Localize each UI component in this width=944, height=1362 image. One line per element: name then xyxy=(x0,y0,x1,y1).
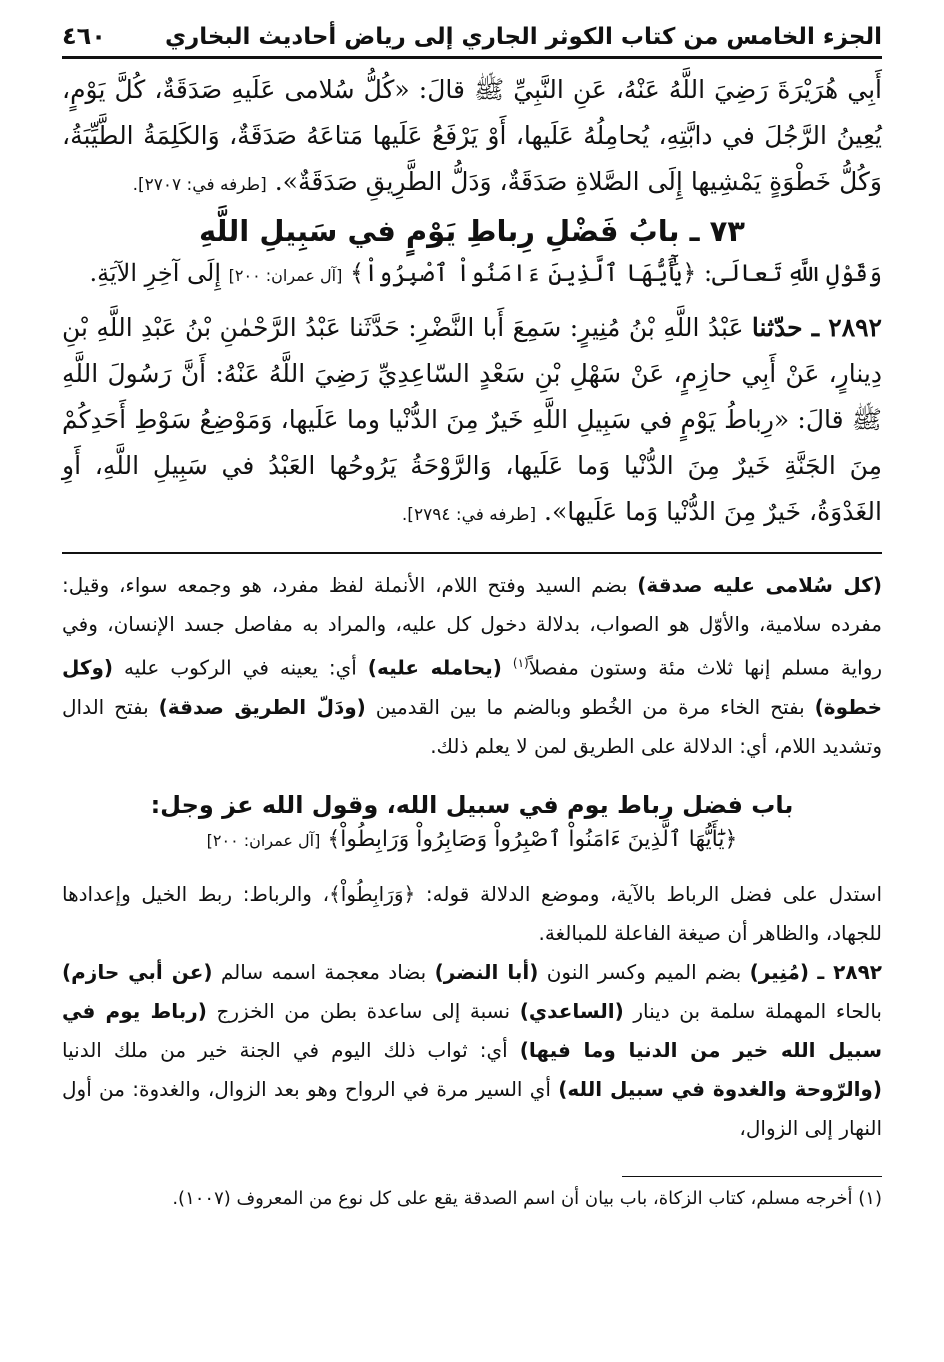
footnote-divider xyxy=(622,1176,882,1177)
hadith-number: ٢٨٩٢ ـ xyxy=(817,959,882,984)
footnote-number: (١) xyxy=(858,1187,882,1209)
hadith-number: ٢٨٩٢ ـ حدّثنا xyxy=(751,313,882,342)
footnote-text: أخرجه مسلم، كتاب الزكاة، باب بيان أن اسم الصدقة يقع على كل نوع من المعروف (١٠٠٧). xyxy=(172,1187,853,1209)
page-header xyxy=(62,22,882,59)
commentary-text: بضاد معجمة اسمه سالم xyxy=(220,959,427,984)
commentary-term: (ودَلّ الطريق صدقة) xyxy=(158,694,366,719)
commentary-term: (أبا النضر) xyxy=(434,959,539,984)
page-number: ٤٦٠ xyxy=(62,22,106,50)
commentary-text: بفتح الخاء مرة من الخُطو وبالضم ما بين القدمين xyxy=(375,694,805,719)
hadith-previous xyxy=(62,67,882,208)
commentary-text: بفتح الدال وتشديد اللام، أي: الدلالة على الطريق لمن لا يعلم ذلك. xyxy=(62,694,882,758)
verse-intro: وَقَوْلِ اللَّهِ تَعالَى: ﴿يَٰٓأَيُّهَا ٱلَّذِينَ ءَامَنُواْ ٱصْبِرُواْ﴾ xyxy=(350,259,882,287)
footnote xyxy=(62,1185,882,1213)
commentary-text: نسبة إلى ساعدة بطن من الخزرج xyxy=(216,998,511,1023)
verse-text: ﴿يَٰٓأَيُّهَا ٱلَّذِينَ ءَامَنُواْ ٱصْبِرُواْ وَصَابِرُواْ وَرَابِطُواْ﴾ xyxy=(327,826,738,852)
commentary-term: (والرّوحة والغدوة في سبيل الله) xyxy=(558,1076,883,1101)
commentary-term: (وكل خطوة) xyxy=(62,655,883,719)
footnote-ref: (١) xyxy=(512,656,529,670)
hadith-main-tarf: [طرفه في: ٢٧٩٤]. xyxy=(401,505,537,525)
chapter-heading: ٧٣ ـ بابُ فَضْلِ رِباطِ يَوْمٍ في سَبِيلِ اللَّهِ xyxy=(198,214,746,248)
commentary-chapter-verse xyxy=(62,822,882,859)
chapter-verse xyxy=(62,252,882,297)
commentary-paragraph xyxy=(62,953,882,1148)
commentary-term: (مُنِير) xyxy=(749,959,810,984)
verse-reference: [آل عمران: ٢٠٠] xyxy=(206,830,321,850)
commentary-text: بضم الميم وكسر النون xyxy=(546,959,742,984)
commentary-paragraph xyxy=(62,566,882,766)
commentary-term: (رباط يوم في سبيل الله خير من الدنيا وما فيها) xyxy=(62,998,882,1062)
commentary xyxy=(62,566,882,1148)
commentary-term: (الساعدي) xyxy=(519,998,624,1023)
verse-tail: إِلَى آخِرِ الآيَةِ. xyxy=(89,259,221,287)
commentary-paragraph: استدل على فضل الرباط بالآية، وموضع الدلالة قوله: ﴿وَرَابِطُواْ﴾، والرباط: ربط الخيل وإعدادها للجهاد، والظاهر أن صيغة الفاعلة للمبالغة. xyxy=(62,881,882,945)
hadith-previous-tarf: [طرفه في: ٢٧٠٧]. xyxy=(132,175,267,195)
commentary-chapter-title: باب فضل رباط يوم في سبيل الله، وقول الله عز وجل: xyxy=(150,790,794,819)
hadith-main-text: عَبْدُ اللَّهِ بْنُ مُنِيرٍ: سَمِعَ أَبا النَّضْرِ: حَدَّثَنا عَبْدُ الرَّحْمٰنِ بْنُ عَبْدِ اللَّهِ بْنِ دِينارٍ، عَنْ أَبِي حازِمٍ، عَنْ سَهْلِ بْنِ سَعْدٍ السّاعِدِيِّ رَضِيَ اللَّهُ عَنْهُ: أَنَّ رَسُولَ اللَّهِ ﷺ قالَ: «رِباطُ يَوْمٍ في سَبِيلِ اللَّهِ خَيرٌ مِنَ الدُّنْيا وما عَلَيها، وَمَوْضِعُ سَوْطِ أَحَدِكُمْ مِنَ الجَنَّةِ خَيرٌ مِنَ الدُّنْيا وَما عَلَيها، وَالرَّوْحَةُ يَرُوحُها العَبْدُ في سَبِيلِ اللَّهِ، أَوِ الغَدْوَةُ، خَيرٌ مِنَ الدُّنْيا وَما عَلَيها». xyxy=(62,313,882,526)
commentary-text: أي: يعينه في الركوب عليه xyxy=(124,655,357,680)
hadith-main xyxy=(62,305,882,538)
commentary-term: (عن أبي حازم) xyxy=(62,959,213,984)
book-page xyxy=(62,22,882,1213)
commentary-term: (كل سُلامى عليه صدقة) xyxy=(637,573,882,597)
commentary-text: أي السير مرة في الرواح وهو بعد الزوال، والغدوة: من أول النهار إلى الزوال، xyxy=(62,1076,882,1140)
commentary-text: أي: ثواب ذلك اليوم في الجنة خير من ملك الدنيا xyxy=(62,1037,508,1062)
commentary-text: بالحاء المهملة سلمة بن دينار xyxy=(633,998,882,1023)
running-title: الجزء الخامس من كتاب الكوثر الجاري إلى رياض أحاديث البخاري xyxy=(164,24,882,50)
commentary-term: (يحامله عليه) xyxy=(367,655,502,680)
commentary-text: بضم السيد وفتح اللام، الأنملة لفظ مفرد، هو وجمعه سواء، وقيل: مفرده سلامية، والأوّل هو الصواب، بدلالة دخول كل عليه، والمراد به مفاصل جسد الإنسان، وفي رواية مسلم إنها ثلاث مئة وستون مفصلاً xyxy=(62,573,883,680)
verse-reference: [آل عمران: ٢٠٠] xyxy=(228,266,343,285)
hadith-previous-text: أَبِي هُرَيْرَةَ رَضِيَ اللَّهُ عَنْهُ، عَنِ النَّبِيِّ ﷺ قالَ: «كُلُّ سُلامى عَلَيهِ صَدَقَةٌ، كُلَّ يَوْمٍ، يُعِينُ الرَّجُلَ في دابَّتِهِ، يُحامِلُهُ عَلَيها، أَوْ يَرْفَعُ عَلَيها مَتاعَهُ صَدَقَةٌ، وَالكَلِمَةُ الطَّيِّبَةُ، وَكُلُّ خَطْوَةٍ يَمْشِيها إِلَى الصَّلاةِ صَدَقَةٌ، وَدَلُّ الطَّرِيقِ صَدَقَةٌ». xyxy=(62,75,882,196)
text-commentary-divider xyxy=(62,552,882,554)
